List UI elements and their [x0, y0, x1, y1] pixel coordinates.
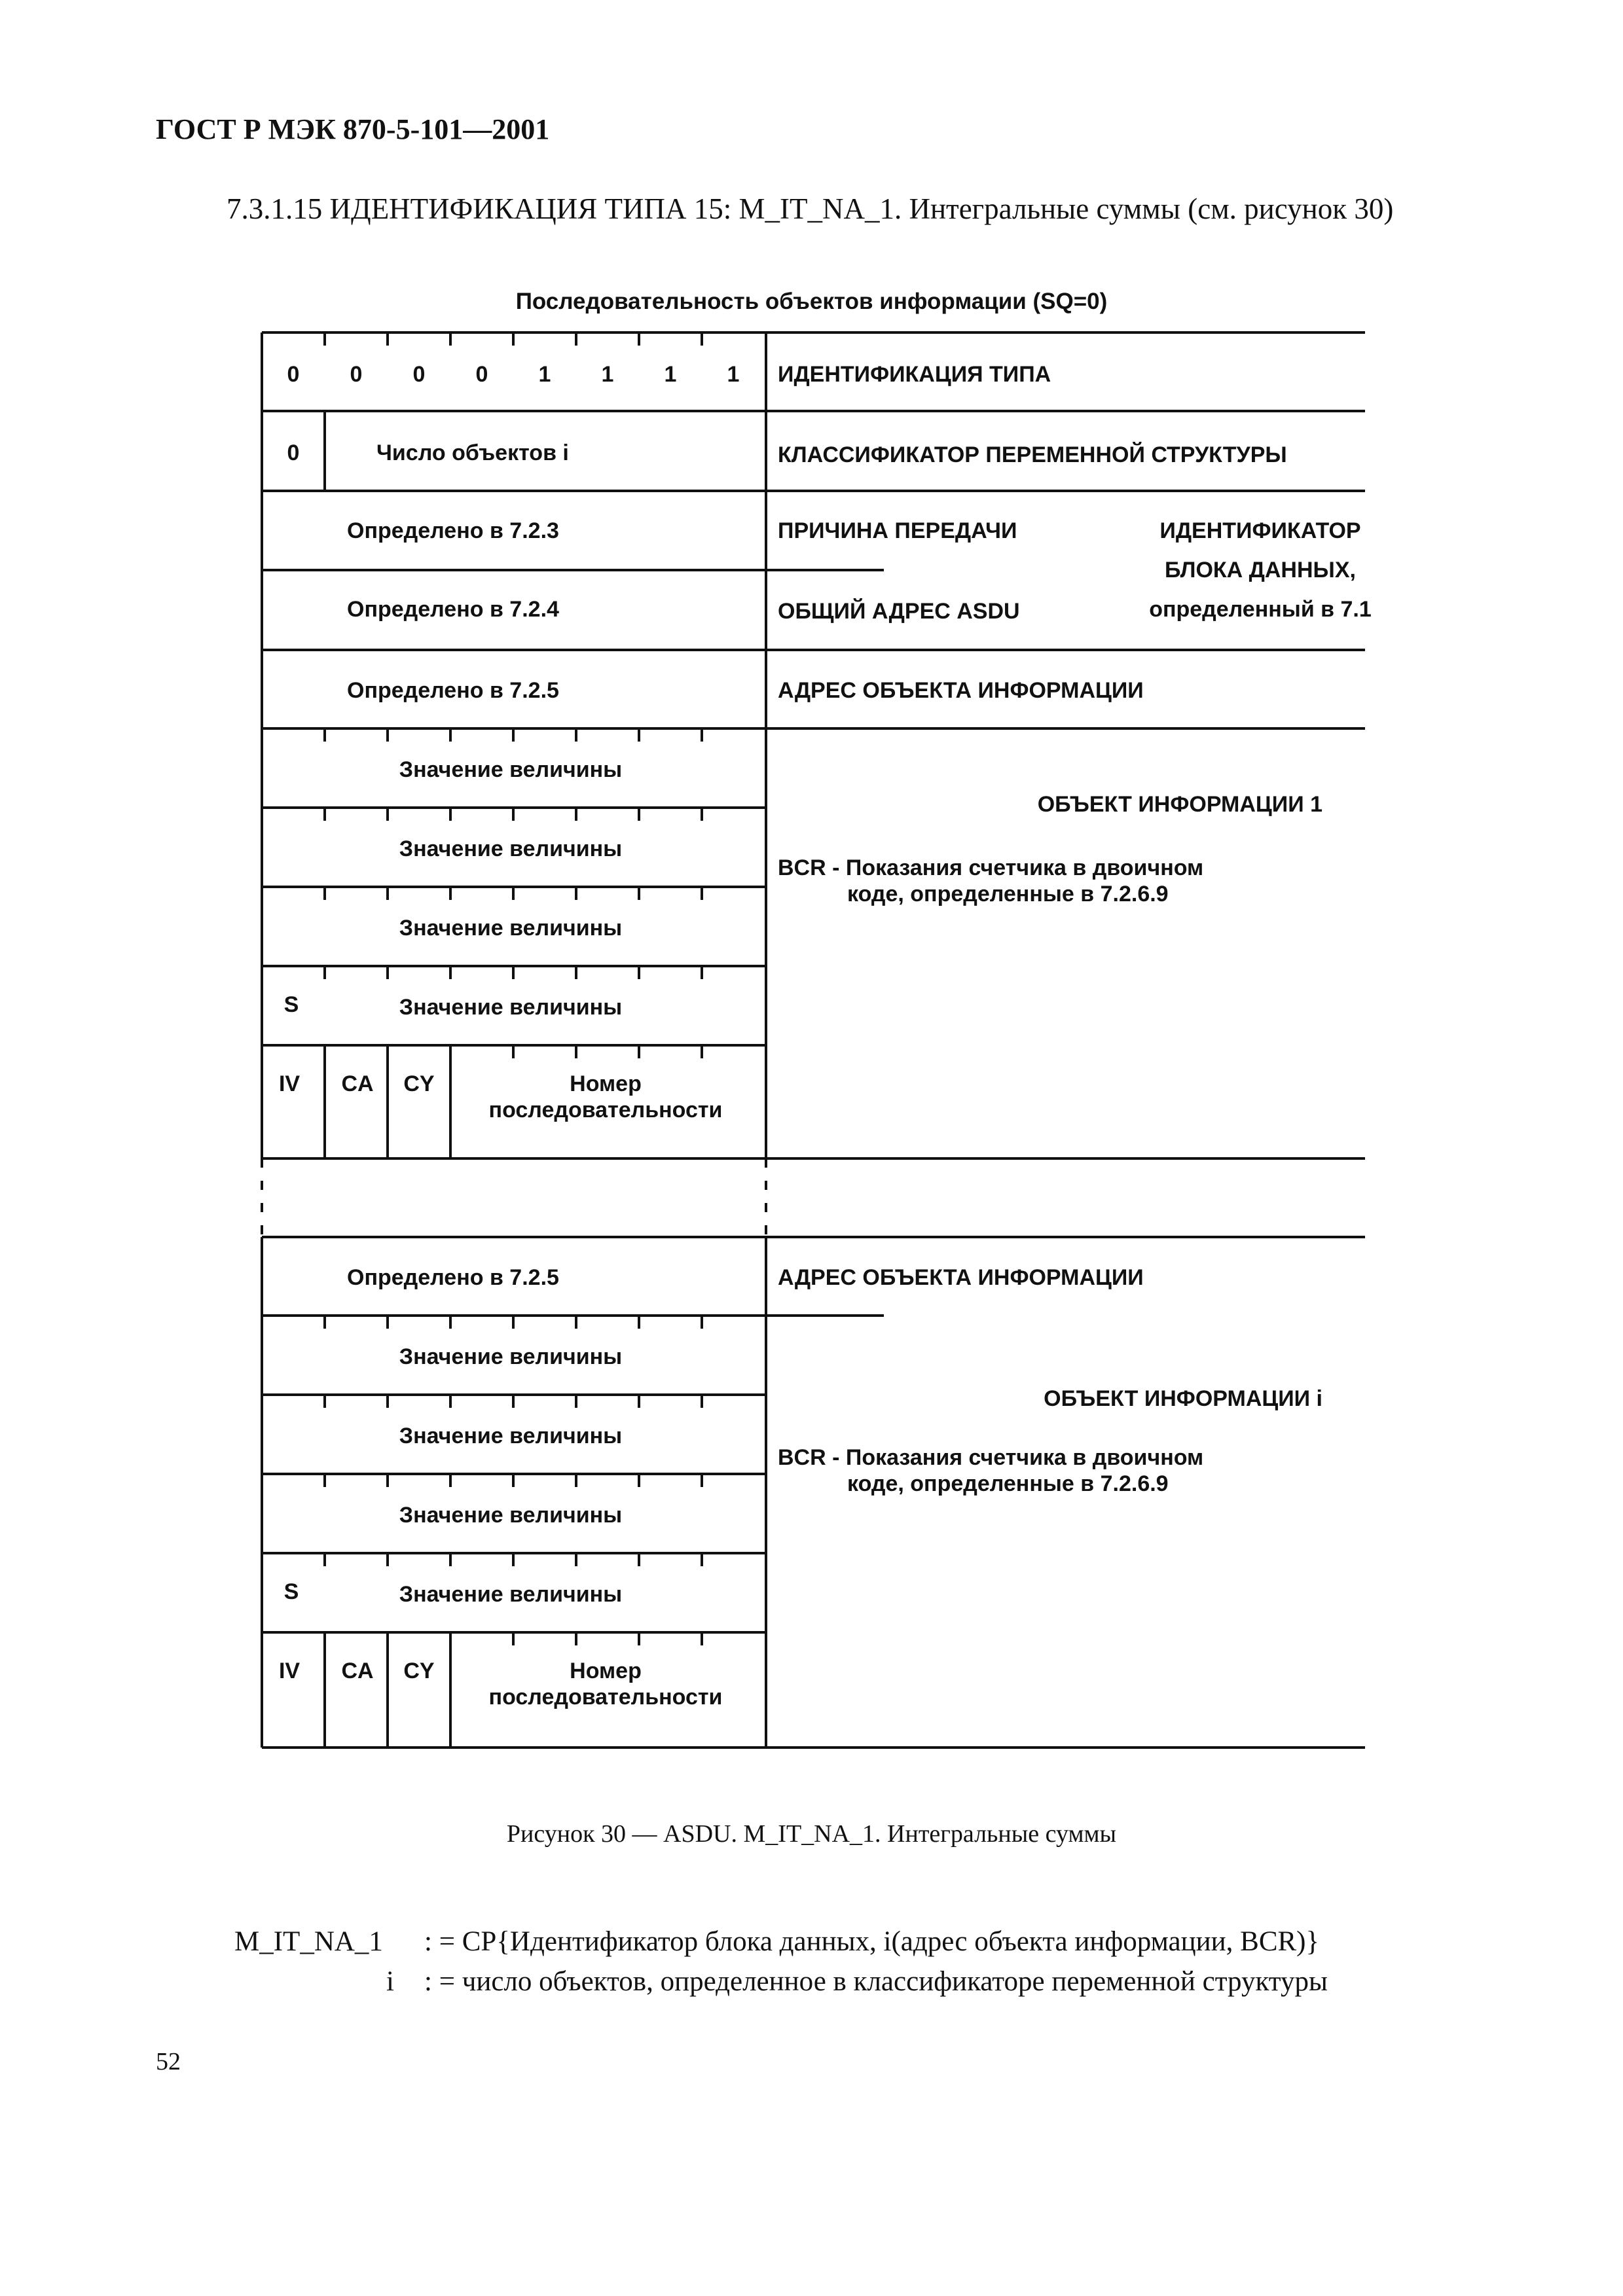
type-id-label: ИДЕНТИФИКАЦИЯ ТИПА: [778, 362, 1051, 387]
diagram-cells: [279, 362, 1372, 1710]
duid-label-line3: определенный в 7.1: [1149, 597, 1372, 622]
counter-value-byte-2: Значение величины: [399, 836, 623, 861]
duid-label-line2: БЛОКА ДАННЫХ,: [1165, 558, 1356, 583]
cot-label: ПРИЧИНА ПЕРЕДАЧИ: [778, 518, 1017, 543]
cot-field: Определено в 7.2.3: [347, 518, 559, 543]
ioa-label: АДРЕС ОБЪЕКТА ИНФОРМАЦИИ: [778, 678, 1144, 703]
section-title: 7.3.1.15 ИДЕНТИФИКАЦИЯ ТИПА 15: M_IT_NA_1. Интегральные суммы (см. рисунок 30): [227, 192, 1394, 225]
counter-value-byte-3: Значение величины: [399, 1503, 623, 1528]
definition-term-1: M_IT_NA_1: [234, 1926, 383, 1957]
counter-value-byte-1: Значение величины: [399, 757, 623, 782]
ioa-field: Определено в 7.2.5: [347, 678, 559, 703]
counter-value-byte-1: Значение величины: [399, 1344, 623, 1369]
type-bit-0: 0: [287, 362, 300, 387]
common-address-field: Определено в 7.2.4: [347, 597, 559, 622]
sequence-number-line2: последовательности: [488, 1098, 723, 1122]
vsq-label: КЛАССИФИКАТОР ПЕРЕМЕННОЙ СТРУКТУРЫ: [778, 442, 1287, 467]
vsq-sq-bit: 0: [287, 440, 300, 465]
sequence-number-line1: Номер: [570, 1659, 642, 1683]
diagram-grid: [262, 332, 1365, 1748]
counter-value-byte-4: Значение величины: [399, 995, 623, 1020]
counter-value-byte-3: Значение величины: [399, 916, 623, 941]
bcr-description-line1: BCR - Показания счетчика в двоичном: [778, 855, 1204, 880]
iv-flag: IV: [278, 1659, 301, 1683]
ca-flag: CA: [341, 1659, 374, 1683]
information-object-label: ОБЪЕКТ ИНФОРМАЦИИ 1: [1037, 792, 1322, 817]
document-header: ГОСТ Р МЭК 870-5-101—2001: [156, 113, 550, 145]
bcr-description-line2: коде, определенные в 7.2.6.9: [847, 1471, 1169, 1496]
common-address-label: ОБЩИЙ АДРЕС ASDU: [778, 599, 1020, 624]
page-number: 52: [156, 2048, 181, 2075]
definition-term-2: i: [386, 1966, 394, 1997]
type-bit-3: 0: [475, 362, 488, 387]
type-bit-7: 1: [727, 362, 740, 387]
bcr-description-line2: коде, определенные в 7.2.6.9: [847, 882, 1169, 906]
bcr-description-line1: BCR - Показания счетчика в двоичном: [778, 1445, 1204, 1470]
ca-flag: CA: [341, 1071, 374, 1096]
sign-bit: S: [283, 1579, 299, 1604]
definition-text-2: : = число объектов, определенное в классификаторе переменной структуры: [424, 1966, 1328, 1997]
ioa-field: Определено в 7.2.5: [347, 1265, 559, 1290]
diagram-title: Последовательность объектов информации (SQ=0): [515, 289, 1108, 314]
type-bit-6: 1: [664, 362, 677, 387]
counter-value-byte-2: Значение величины: [399, 1424, 623, 1448]
cy-flag: CY: [403, 1071, 435, 1096]
iv-flag: IV: [278, 1071, 301, 1096]
type-bit-1: 0: [350, 362, 363, 387]
sign-bit: S: [283, 992, 299, 1017]
sequence-number-line1: Номер: [570, 1071, 642, 1096]
type-bit-5: 1: [601, 362, 614, 387]
type-bit-4: 1: [538, 362, 551, 387]
cy-flag: CY: [403, 1659, 435, 1683]
sequence-number-line2: последовательности: [488, 1685, 723, 1710]
type-bit-2: 0: [412, 362, 426, 387]
duid-label-line1: ИДЕНТИФИКАТОР: [1159, 518, 1361, 543]
figure-caption: Рисунок 30 — ASDU. M_IT_NA_1. Интегральные суммы: [506, 1820, 1117, 1848]
vsq-object-count: Число объектов i: [376, 440, 569, 465]
definition-text-1: : = CP{Идентификатор блока данных, i(адрес объекта информации, BCR)}: [424, 1926, 1320, 1957]
counter-value-byte-4: Значение величины: [399, 1582, 623, 1607]
ioa-label: АДРЕС ОБЪЕКТА ИНФОРМАЦИИ: [778, 1265, 1144, 1290]
information-object-label: ОБЪЕКТ ИНФОРМАЦИИ i: [1044, 1386, 1322, 1411]
